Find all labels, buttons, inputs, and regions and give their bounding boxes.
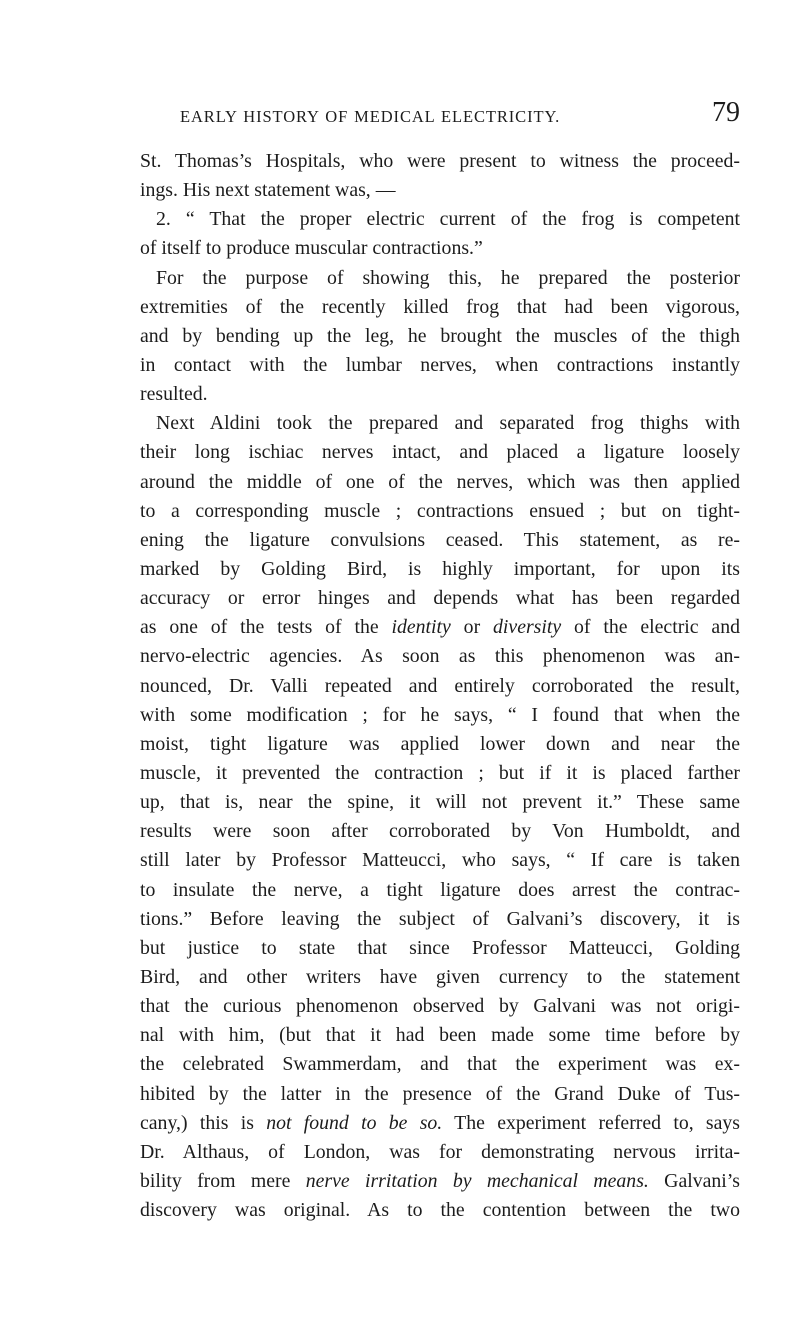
numbered-statement-line: 2. “ That the proper electric current of the frog is competent	[156, 208, 740, 231]
text-line: to a corresponding muscle ; contractions ensued ; but on tight-	[140, 499, 740, 522]
text-line-with-italics	[140, 1109, 740, 1138]
text-line: around the middle of one of the nerves, which was then applied	[140, 470, 740, 493]
text-line: extremities of the recently killed frog that had been vigorous,	[140, 295, 740, 318]
text-line-with-italics	[140, 1167, 740, 1196]
text-line: muscle, it prevented the contraction ; but if it is placed farther	[140, 761, 740, 784]
text-segment: The experiment referred to, says	[442, 1111, 740, 1134]
italic-term-diversity: diversity	[493, 616, 562, 639]
italic-phrase: not found to be so.	[266, 1111, 443, 1134]
italic-phrase: nerve irritation by mechanical means.	[305, 1169, 649, 1192]
text-line: St. Thomas’s Hospitals, who were present to witness the proceed-	[140, 150, 740, 172]
text-line: discovery was original. As to the contention between the two	[140, 1199, 740, 1222]
text-line: Dr. Althaus, of London, was for demonstrating nervous irrita-	[140, 1140, 740, 1163]
page-number: 79	[712, 97, 740, 128]
text-line: of itself to produce muscular contractions.”	[140, 237, 483, 260]
paragraph-first-line: For the purpose of showing this, he prepared the posterior	[156, 266, 740, 289]
text-line: their long ischiac nerves intact, and placed a ligature loosely	[140, 441, 740, 464]
text-line: that the curious phenomenon observed by Galvani was not origi-	[140, 995, 740, 1018]
text-line: Bird, and other writers have given currency to the statement	[140, 965, 740, 988]
text-line: but justice to state that since Professor Matteucci, Golding	[140, 936, 740, 959]
text-line: in contact with the lumbar nerves, when contractions instantly	[140, 353, 740, 376]
text-line: up, that is, near the spine, it will not prevent it.” These same	[140, 791, 740, 814]
paragraph-first-line: Next Aldini took the prepared and separated frog thighs with	[156, 412, 740, 435]
running-title: EARLY HISTORY OF MEDICAL ELECTRICITY.	[180, 107, 561, 126]
text-line: and by bending up the leg, he brought the muscles of the thigh	[140, 324, 740, 347]
text-segment: as one of the tests of the	[140, 616, 392, 639]
text-line: ening the ligature convulsions ceased. This statement, as re-	[140, 528, 740, 551]
text-segment: cany,) this is	[140, 1111, 267, 1134]
text-line: nounced, Dr. Valli repeated and entirely corroborated the result,	[140, 674, 740, 697]
text-line: nervo-electric agencies. As soon as this phenomenon was an-	[140, 645, 740, 668]
text-line: moist, tight ligature was applied lower down and near the	[140, 732, 740, 755]
text-line: with some modification ; for he says, “ I found that when the	[140, 703, 740, 726]
text-line: hibited by the latter in the presence of the Grand Duke of Tus-	[140, 1082, 740, 1105]
text-line: tions.” Before leaving the subject of Galvani’s discovery, it is	[140, 907, 740, 930]
text-line: marked by Golding Bird, is highly important, for upon its	[140, 557, 740, 580]
text-line: ings. His next statement was, —	[140, 179, 396, 202]
text-line: nal with him, (but that it had been made some time before by	[140, 1024, 740, 1047]
body-text	[140, 147, 740, 1225]
text-line-with-italics	[140, 613, 740, 642]
text-line: results were soon after corroborated by Von Humboldt, and	[140, 820, 740, 843]
text-line: accuracy or error hinges and depends what has been regarded	[140, 587, 740, 610]
text-line: to insulate the nerve, a tight ligature does arrest the contrac-	[140, 878, 740, 901]
running-head	[180, 97, 740, 137]
text-segment: of the electric and	[561, 616, 740, 639]
text-segment: or	[450, 616, 494, 639]
text-line: still later by Professor Matteucci, who says, “ If care is taken	[140, 849, 740, 872]
text-segment: bility from mere	[140, 1169, 306, 1192]
text-line: resulted.	[140, 383, 208, 406]
text-line: the celebrated Swammerdam, and that the experiment was ex-	[140, 1053, 740, 1076]
text-segment: Galvani’s	[648, 1169, 740, 1192]
italic-term-identity: identity	[391, 616, 451, 639]
